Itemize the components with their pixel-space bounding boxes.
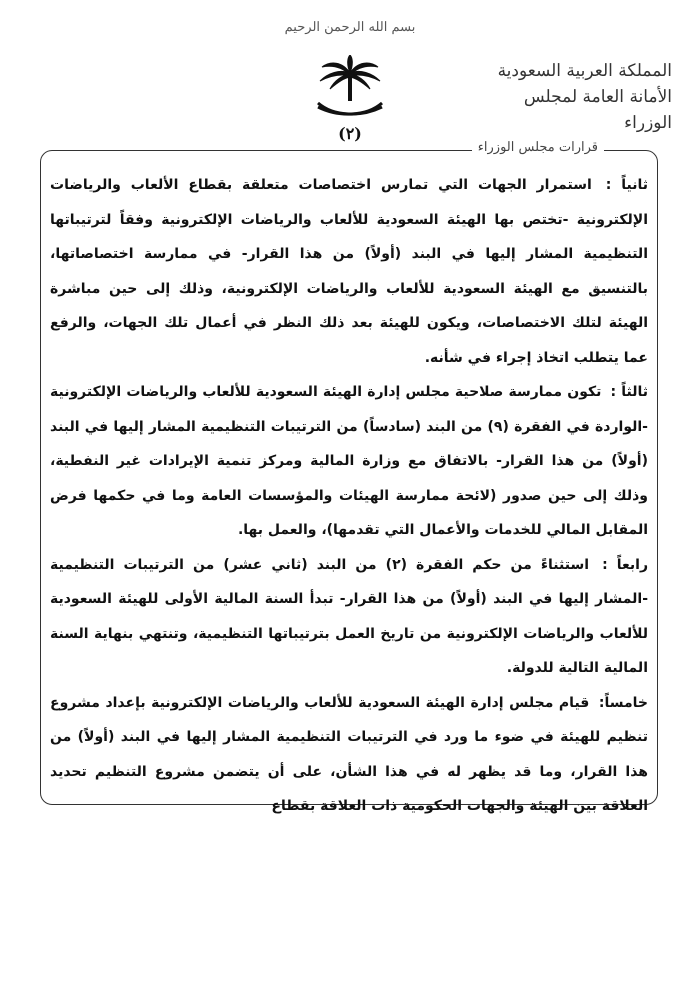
clause-text: استثناءً من حكم الفقرة (٢) من البند (ثاني عشر) من الترتيبات التنظيمية -المشار إليها في البند (أولاً) من هذا القرار- تبدأ السنة المالية الأولى للهيئة السعودية للألعاب والرياضات الإلكترونية من تاريخ العمل بترتيباتها التنظيمية، وتنتهي بنهاية السنة المالية التالية للدولة. [50,556,648,676]
clause-text: استمرار الجهات التي تمارس اختصاصات متعلقة بقطاع الألعاب والرياضات الإلكترونية -تختص بها الهيئة السعودية للألعاب والرياضات الإلكترونية وفقاً لترتيباتها التنظيمية المشار إليها في البند (أولاً) من هذا القرار- في ممارسة اختصاصاتها، بالتنسيق مع الهيئة السعودية للألعاب والرياضات الإلكترونية، وذلك إلى حين مباشرة الهيئة لتلك الاختصاصات، ويكون للهيئة بعد ذلك النظر في أعمال تلك الجهات، والرفع عما يتطلب اتخاذ إجراء في شأنه. [50,177,648,366]
basmala: بسم الله الرحمن الرحيم [284,20,416,35]
secretariat-name: الأمانة العامة لمجلس الوزراء [523,87,672,133]
decision-title: قرارات مجلس الوزراء [472,140,604,155]
clause-label: ثالثاً : [610,384,648,400]
kingdom-name: المملكة العربية السعودية [497,61,672,81]
clause-text: تكون ممارسة صلاحية مجلس إدارة الهيئة السعودية للألعاب والرياضات الإلكترونية -الواردة في الفقرة (٩) من البند (سادساً) من الترتيبات التنظيمية المشار إليها في البند (أولاً) من هذا القرار- بالاتفاق مع وزارة المالية ومركز تنمية الإيرادات غير النفطية، وذلك إلى حين صدور (لائحة ممارسة الهيئات والمؤسسات العامة وما في حكمها فرض المقابل المالي للخدمات والأعمال التي تقدمها)، والعمل بها. [50,384,648,538]
clause-label: رابعاً : [602,556,649,573]
clause-text: قيام مجلس إدارة الهيئة السعودية للألعاب والرياضات الإلكترونية بإعداد مشروع تنظيم للهيئة في ضوء ما ورد في الترتيبات التنظيمية المشار إليها في البند (أولاً) من هذا القرار، وما قد يظهر له في هذا الشأن، على أن يتضمن مشروع التنظيم تحديد العلاقة بين الهيئة والجهات الحكومية ذات العلاقة بقطاع [50,694,648,814]
palm-swords-emblem-icon [312,55,388,125]
clause-label: ثانياً : [605,177,649,193]
clause-second [50,168,648,375]
clause-fourth [50,548,648,686]
clause-label: خامساً: [598,694,649,711]
clause-fifth [50,686,648,824]
page-number: (٢) [338,124,362,143]
clause-third [50,375,648,548]
document-body [50,168,648,824]
